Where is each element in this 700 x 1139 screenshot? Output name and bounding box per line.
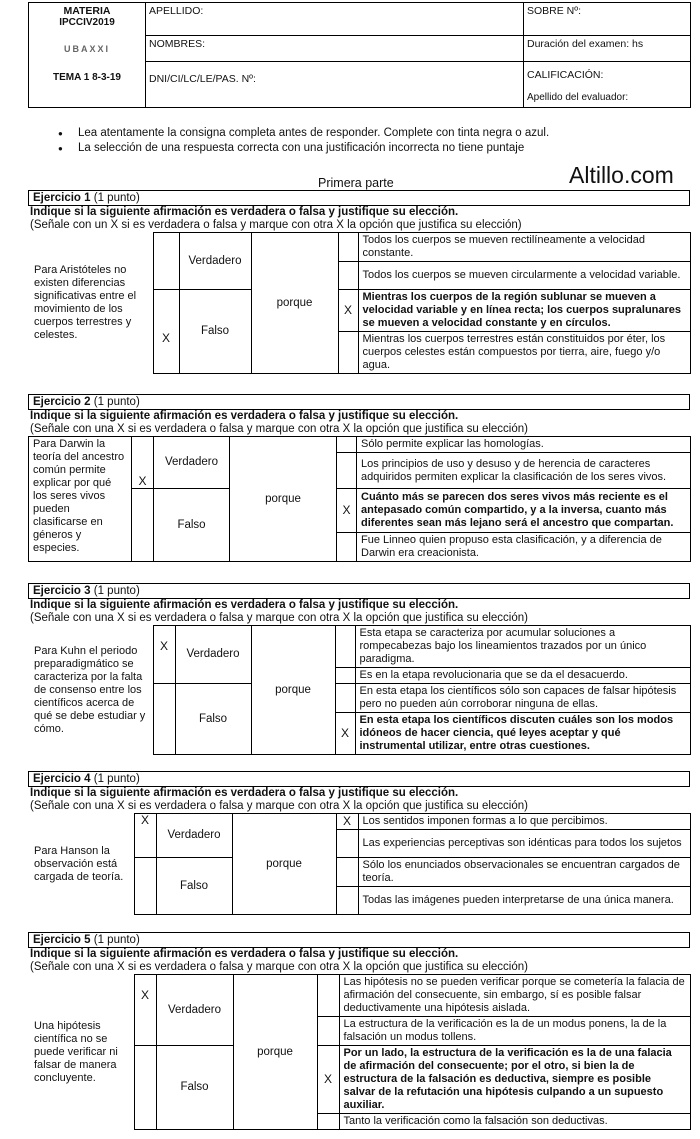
true-mark[interactable]	[153, 233, 179, 290]
dni-label: DNI/CI/LC/LE/PAS. Nº:	[149, 73, 256, 85]
option-text: Sólo permite explicar las homologías.	[357, 437, 691, 453]
exercise-title	[28, 932, 690, 948]
true-mark[interactable]: X	[134, 814, 156, 858]
false-mark[interactable]: X	[153, 290, 179, 374]
subinstruction: (Señale con una X si es verdadera o falsa y marque con otra X la opción que justifica su elección)	[30, 961, 528, 973]
dni-field	[146, 62, 524, 108]
nombres-field: NOMBRES:	[146, 36, 524, 62]
false-label: Falso	[175, 684, 251, 755]
instruction: Indique si la siguiente afirmación es verdadera o falsa y justifique su elección.	[30, 599, 459, 611]
answer-table	[28, 436, 691, 562]
answer-table	[28, 813, 691, 915]
exercise-points: (1 punto)	[93, 192, 140, 204]
statement: Para Aristóteles no existen diferencias significativas entre el movimiento de los cuerpos terrestres y celestes.	[34, 264, 137, 341]
option-mark[interactable]	[337, 437, 357, 453]
option-text: Las experiencias perceptivas son idénticas para todos los sujetos	[358, 830, 690, 858]
tema-label: TEMA 1 8-3-19	[53, 72, 121, 83]
subinstruction: (Señale con un X si es verdadera o falsa y marque con otra X la opción que justifica su elección)	[30, 219, 522, 231]
instruction-item: ● Lea atentamente la consigna completa antes de responder. Complete con tinta negra o azul.	[58, 126, 549, 141]
option-mark[interactable]	[336, 830, 358, 858]
sobre-field: SOBRE Nº:	[524, 3, 691, 36]
watermark: Altillo.com	[569, 162, 674, 188]
exercise-4	[28, 771, 690, 915]
exercise-number: Ejercicio 4	[33, 773, 91, 785]
option-text: Mientras los cuerpos de la región sublunar se mueven a velocidad variable y en línea recta; los cuerpos supralunares se mueven a velocidad constante y en círculos.	[358, 290, 690, 332]
option-mark[interactable]	[317, 1017, 339, 1046]
option-text: Las hipótesis no se pueden verificar porque se cometería la falacia de afirmación del consecuente, sin embargo, sí es posible falsar deductivamente una hipótesis aislada.	[339, 975, 690, 1017]
instruction-item: ● La selección de una respuesta correcta con una justificación incorrecta no tiene puntaje	[58, 141, 549, 156]
subinstruction: (Señale con una X si es verdadera o falsa y marque con otra X la opción que justifica su elección)	[30, 612, 528, 624]
option-text: Mientras los cuerpos terrestres están constituidos por éter, los cuerpos celestes están compuestos por tierra, aire, fuego y/o agua.	[358, 332, 690, 374]
exercise-points: (1 punto)	[93, 773, 140, 785]
option-text: Esta etapa se caracteriza por acumular soluciones a rompecabezas bajo los lineamientos trazados por un único paradigma.	[355, 626, 690, 668]
option-mark[interactable]	[335, 684, 355, 713]
statement: Para Kuhn el periodo preparadigmático se caracteriza por la falta de consenso entre los científicos acerca de qué se debe estudiar y cómo.	[34, 644, 146, 735]
option-mark[interactable]	[337, 533, 357, 562]
exercise-3	[28, 583, 690, 755]
exercise-points: (1 punto)	[93, 585, 140, 597]
answer-table	[28, 974, 691, 1130]
option-text: Los principios de uso y desuso y de herencia de caracteres adquiridos permiten explicar la clasificación de los seres vivos.	[357, 453, 691, 489]
exercise-points: (1 punto)	[93, 396, 140, 408]
true-label: Verdadero	[156, 814, 232, 858]
exam-header	[28, 2, 691, 108]
option-text: Tanto la verificación como la falsación son deductivas.	[339, 1114, 690, 1130]
option-text: Todos los cuerpos se mueven rectilíneamente a velocidad constante.	[358, 233, 690, 262]
option-mark[interactable]: X	[335, 713, 355, 755]
subject-cell	[29, 3, 146, 108]
subinstruction: (Señale con una X si es verdadera o falsa y marque con otra X la opción que justifica su elección)	[30, 423, 528, 435]
statement: Para Hanson la observación está cargada de teoría.	[34, 844, 124, 883]
subinstruction: (Señale con una X si es verdadera o falsa y marque con otra X la opción que justifica su elección)	[30, 800, 528, 812]
false-label: Falso	[154, 489, 230, 562]
false-mark[interactable]	[134, 858, 156, 915]
instruction: Indique si la siguiente afirmación es verdadera o falsa y justifique su elección.	[30, 948, 459, 960]
calificacion-label: CALIFICACIÓN:	[527, 69, 604, 81]
statement: Para Darwin la teoría del ancestro común permite explicar por qué los seres vivos pueden clasificarse en géneros y especies.	[29, 437, 132, 562]
porque-label: porque	[230, 437, 337, 562]
option-mark[interactable]: X	[337, 489, 357, 533]
porque-label: porque	[232, 814, 336, 915]
ubaxxi-logo: UBAXXI	[63, 44, 110, 54]
option-text: Todos los cuerpos se mueven circularmente a velocidad variable.	[358, 262, 690, 290]
false-label: Falso	[156, 1046, 233, 1130]
exercise-1	[28, 190, 690, 374]
option-text: Fue Linneo quien propuso esta clasificación, y a diferencia de Darwin era creacionista.	[357, 533, 691, 562]
option-mark[interactable]	[338, 233, 358, 262]
true-mark[interactable]: X	[153, 626, 175, 684]
exercise-points: (1 punto)	[93, 934, 140, 946]
false-mark[interactable]	[132, 489, 154, 562]
option-mark[interactable]	[336, 858, 358, 887]
porque-label: porque	[233, 975, 317, 1130]
exercise-number: Ejercicio 3	[33, 585, 91, 597]
true-label: Verdadero	[175, 626, 251, 684]
answer-table	[28, 625, 691, 755]
option-text: La estructura de la verificación es la de un modus ponens, la de la falsación un modus tollens.	[339, 1017, 690, 1046]
answer-table	[28, 232, 691, 374]
subject-label: MATERIA	[63, 5, 111, 17]
instruction: Indique si la siguiente afirmación es verdadera o falsa y justifique su elección.	[30, 410, 459, 422]
option-text: Por un lado, la estructura de la verificación es la de una falacia de afirmación del consecuente; por el otro, si bien la de estructura de la falsación es deductiva, siempre es posible salvar de la refutación una hipótesis culpando a un supuesto auxiliar.	[339, 1046, 690, 1114]
exercise-title	[28, 190, 690, 206]
option-text: Sólo los enunciados observacionales se encuentran cargados de teoría.	[358, 858, 690, 887]
option-mark[interactable]: X	[336, 814, 358, 830]
false-label: Falso	[156, 858, 232, 915]
option-text: Cuánto más se parecen dos seres vivos más reciente es el antepasado común compartido, y a la inversa, cuanto más diferentes sean más lejano será el ancestro que compartan.	[357, 489, 691, 533]
evaluador-label: Apellido del evaluador:	[527, 92, 629, 103]
true-mark[interactable]: X	[134, 975, 156, 1046]
statement: Una hipótesis científica no se puede verificar ni falsar de manera concluyente.	[34, 1019, 118, 1084]
instruction: Indique si la siguiente afirmación es verdadera o falsa y justifique su elección.	[30, 206, 459, 218]
apellido-field: APELLIDO:	[146, 3, 524, 36]
true-label: Verdadero	[154, 437, 230, 489]
porque-label: porque	[251, 626, 335, 755]
option-mark[interactable]	[336, 887, 358, 915]
option-mark[interactable]	[338, 262, 358, 290]
option-mark[interactable]	[317, 1114, 339, 1130]
true-label: Verdadero	[179, 233, 251, 290]
option-mark[interactable]	[338, 332, 358, 374]
instructions-list	[58, 126, 549, 156]
exercise-5	[28, 932, 690, 1130]
option-mark[interactable]: X	[317, 1046, 339, 1114]
option-text: En esta etapa los científicos discuten cuáles son los modos idóneos de hacer ciencia, qué leyes aceptar y qué instrumental utilizar, entre otras cuestiones.	[355, 713, 690, 755]
part-title: Primera parte	[318, 176, 394, 190]
true-mark[interactable]: X	[132, 437, 154, 489]
option-text: Es en la etapa revolucionaria que se da el desacuerdo.	[355, 668, 690, 684]
exercise-title	[28, 394, 690, 410]
exercise-title	[28, 583, 690, 599]
option-mark[interactable]	[335, 668, 355, 684]
option-mark[interactable]: X	[338, 290, 358, 332]
exercise-number: Ejercicio 1	[33, 192, 91, 204]
calificacion-field	[524, 62, 691, 108]
option-text: Los sentidos imponen formas a lo que percibimos.	[358, 814, 690, 830]
option-text: En esta etapa los científicos sólo son capaces de falsar hipótesis pero no pueden aún corroborar ninguna de ellas.	[355, 684, 690, 713]
true-label: Verdadero	[156, 975, 233, 1046]
exercise-number: Ejercicio 2	[33, 396, 91, 408]
option-mark[interactable]	[317, 975, 339, 1017]
option-text: Todas las imágenes pueden interpretarse de una única manera.	[358, 887, 690, 915]
exercise-number: Ejercicio 5	[33, 934, 91, 946]
false-label: Falso	[179, 290, 251, 374]
option-mark[interactable]	[337, 453, 357, 489]
exercise-title	[28, 771, 690, 787]
porque-label: porque	[251, 233, 338, 374]
exercise-2	[28, 394, 690, 562]
false-mark[interactable]	[153, 684, 175, 755]
option-mark[interactable]	[335, 626, 355, 668]
false-mark[interactable]	[134, 1046, 156, 1130]
duracion-field: Duración del examen: hs	[524, 36, 691, 62]
subject-code: IPCCIV2019	[59, 17, 115, 28]
instruction: Indique si la siguiente afirmación es verdadera o falsa y justifique su elección.	[30, 787, 459, 799]
